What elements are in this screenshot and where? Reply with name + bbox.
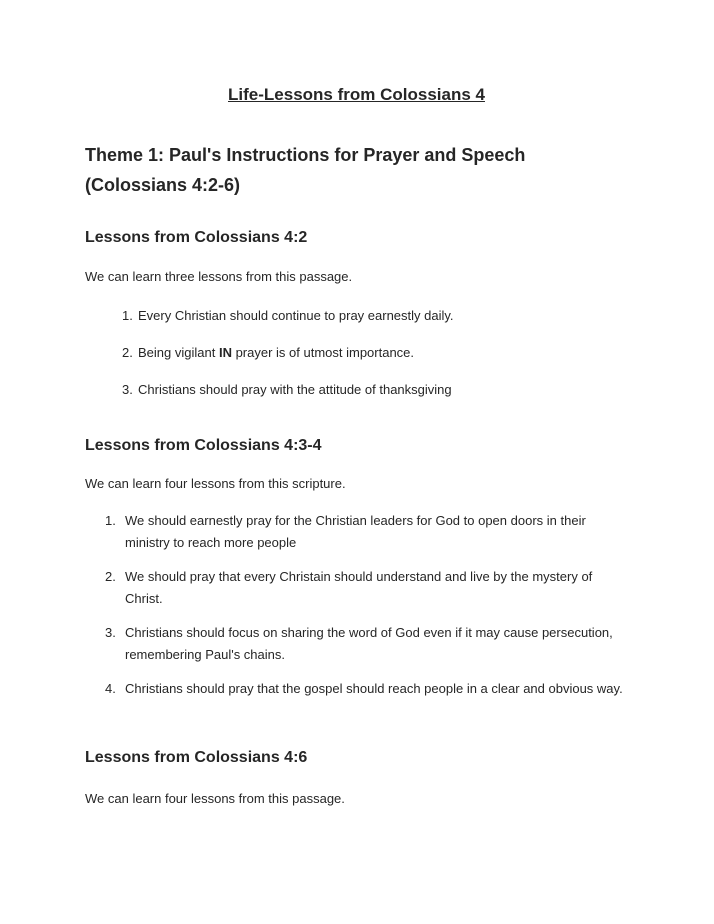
item-number: 2. — [105, 569, 116, 584]
item-number: 1. — [105, 513, 116, 528]
list-item — [122, 379, 628, 401]
list-item — [105, 622, 628, 666]
section-colossians-4-6 — [85, 747, 628, 810]
item-text-pre: We should earnestly pray for the Christian leaders for God to open doors in their ministry to reach more people — [125, 513, 586, 550]
item-text — [138, 305, 628, 327]
page-title: Life-Lessons from Colossians 4 — [228, 85, 485, 104]
list-item — [105, 510, 628, 554]
item-text-bold: IN — [218, 345, 232, 360]
item-text — [138, 379, 628, 401]
section-intro: We can learn four lessons from this passage. — [85, 791, 345, 806]
section-intro: We can learn four lessons from this scripture. — [85, 476, 346, 491]
item-text-pre: Christians should pray with the attitude of thanksgiving — [138, 382, 452, 397]
item-number: 4. — [105, 681, 116, 696]
item-text-pre: Christians should pray that the gospel should reach people in a clear and obvious way. — [125, 681, 623, 696]
list-item — [105, 678, 628, 700]
section-colossians-4-2 — [85, 227, 628, 401]
item-text-post: prayer is of utmost importance. — [231, 345, 415, 360]
list-item — [105, 566, 628, 610]
theme-heading: Theme 1: Paul's Instructions for Prayer and Speech (Colossians 4:2-6) — [85, 145, 526, 195]
section-heading: Lessons from Colossians 4:2 — [85, 229, 308, 246]
item-text — [125, 566, 628, 610]
item-text-pre: We should pray that every Christain should understand and live by the mystery of Christ. — [125, 569, 593, 606]
item-text — [125, 622, 628, 666]
item-number: 3. — [105, 625, 116, 640]
item-number: 2. — [122, 345, 133, 360]
section-intro: We can learn three lessons from this passage. — [85, 269, 353, 284]
item-text — [125, 510, 628, 554]
lesson-list — [85, 305, 628, 401]
section-colossians-4-3-4 — [85, 435, 628, 700]
item-text-pre: Being vigilant — [138, 345, 219, 360]
item-text-pre: Every Christian should continue to pray earnestly daily. — [138, 308, 454, 323]
item-text — [125, 678, 628, 700]
item-number: 3. — [122, 382, 133, 397]
item-text — [138, 342, 628, 364]
item-number: 1. — [122, 308, 133, 323]
list-item — [122, 305, 628, 327]
section-heading: Lessons from Colossians 4:6 — [85, 749, 308, 766]
list-item — [122, 342, 628, 364]
lesson-list — [85, 510, 628, 700]
section-heading: Lessons from Colossians 4:3-4 — [85, 437, 322, 454]
item-text-pre: Christians should focus on sharing the word of God even if it may cause persecution, remembering Paul's chains. — [125, 625, 613, 662]
